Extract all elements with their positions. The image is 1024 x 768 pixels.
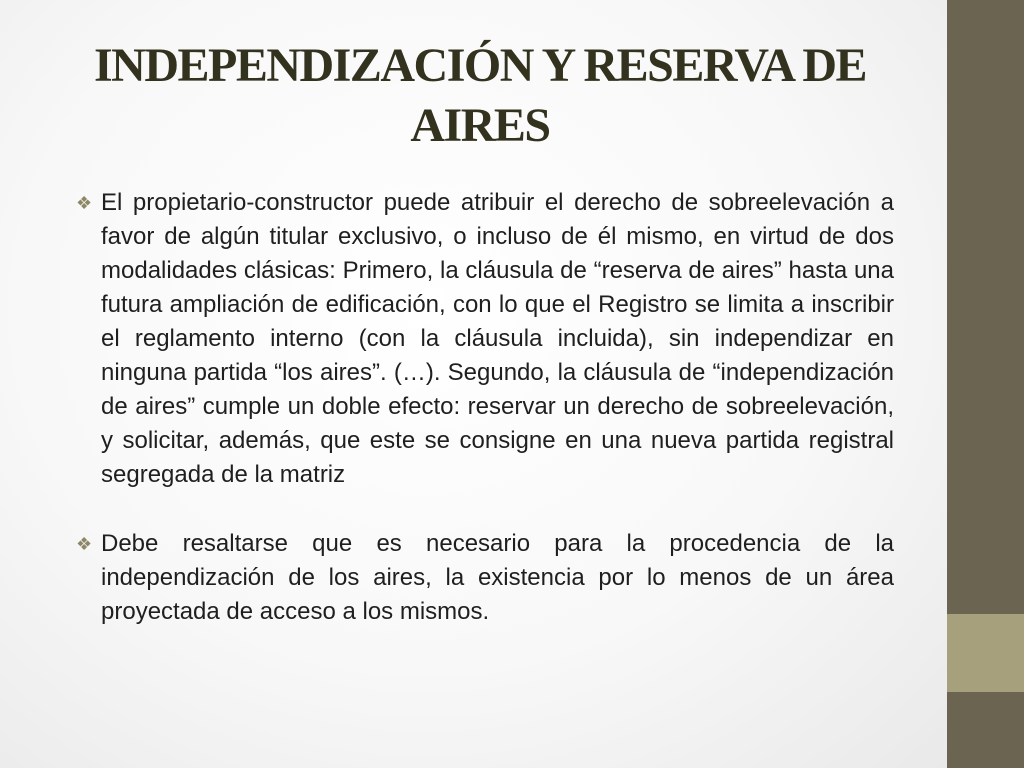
diamond-bullet-icon: ❖: [76, 534, 93, 554]
bullet-item: [76, 527, 894, 629]
slide-content: [76, 186, 894, 629]
diamond-bullet-icon: ❖: [76, 193, 93, 213]
sidebar-accent-band: [947, 614, 1024, 692]
sidebar-lower-band: [947, 692, 1024, 768]
bullet-text: Debe resaltarse que es necesario para la procedencia de la independización de los aires, la existencia por lo menos de un área proyectada de acceso a los mismos.: [101, 530, 894, 625]
bullet-text: El propietario-constructor puede atribuir el derecho de sobreelevación a favor de algún titular exclusivo, o incluso de él mismo, en virtud de dos modalidades clásicas: Primero, la cláusula de “reserva de aires” hasta una futura ampliación de edificación, con lo que el Registro se limita a inscribir el reglamento interno (con la cláusula incluida), sin independizar en ninguna partida “los aires”. (…). Segundo, la cláusula de “independización de aires” cumple un doble efecto: reservar un derecho de sobreelevación, y solicitar, además, que este se consigne en una nueva partida registral segregada de la matriz: [101, 189, 894, 488]
slide-title: INDEPENDIZACIÓN Y RESERVA DE AIRES: [93, 39, 867, 152]
sidebar-upper-band: [947, 0, 1024, 614]
bullet-item: [76, 186, 894, 492]
